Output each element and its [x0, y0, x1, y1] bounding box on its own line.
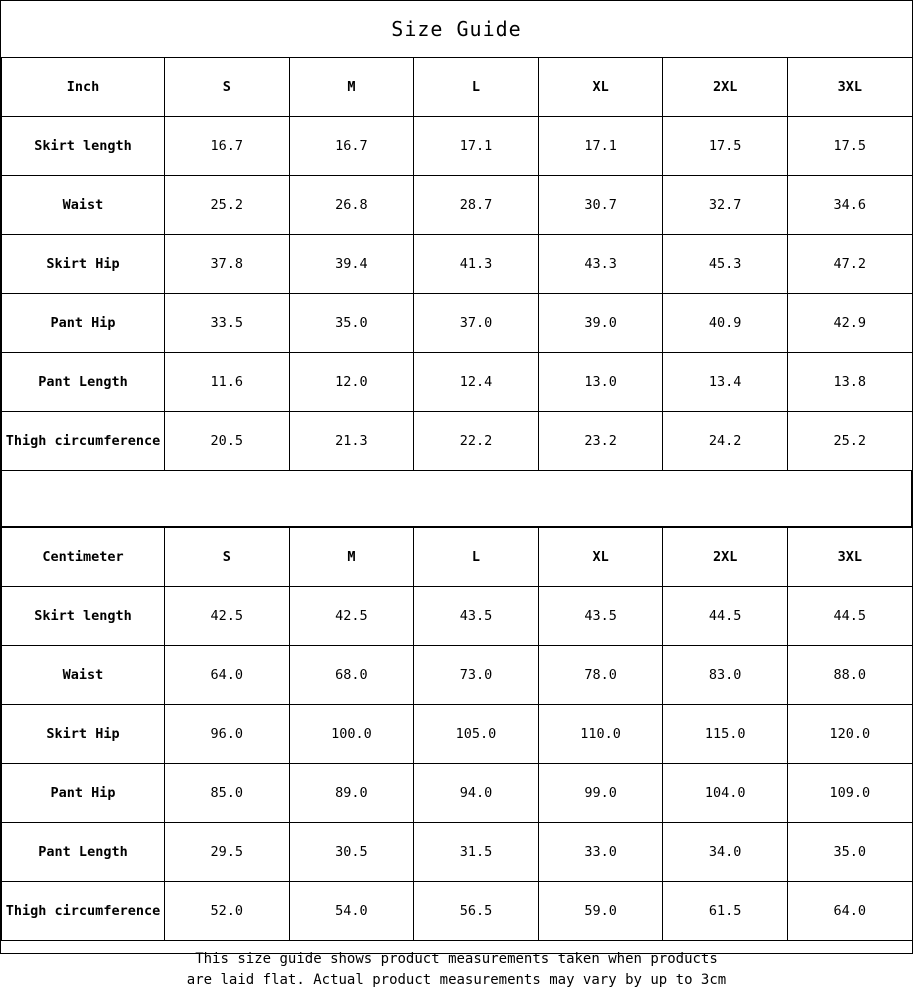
table-row — [2, 646, 913, 705]
size-table-centimeter — [1, 527, 913, 941]
cell-value: 25.2 — [787, 412, 912, 471]
cell-value: 12.4 — [414, 353, 539, 412]
unit-label-inch: Inch — [2, 58, 165, 117]
cell-value: 109.0 — [787, 764, 912, 823]
table-row — [2, 235, 913, 294]
size-header-m: M — [289, 58, 414, 117]
cell-value: 35.0 — [289, 294, 414, 353]
cell-value: 85.0 — [165, 764, 290, 823]
cell-value: 17.1 — [538, 117, 663, 176]
cell-value: 16.7 — [165, 117, 290, 176]
cell-value: 24.2 — [663, 412, 788, 471]
cell-value: 44.5 — [663, 587, 788, 646]
cell-value: 37.8 — [165, 235, 290, 294]
cell-value: 42.5 — [289, 587, 414, 646]
cell-value: 64.0 — [787, 882, 912, 941]
cell-value: 13.0 — [538, 353, 663, 412]
size-header-2xl: 2XL — [663, 528, 788, 587]
page-title: Size Guide — [391, 17, 522, 41]
table-row — [2, 353, 913, 412]
unit-label-centimeter: Centimeter — [2, 528, 165, 587]
cell-value: 61.5 — [663, 882, 788, 941]
table-row — [2, 412, 913, 471]
cell-value: 42.9 — [787, 294, 912, 353]
cell-value: 17.5 — [787, 117, 912, 176]
cell-value: 96.0 — [165, 705, 290, 764]
cell-value: 56.5 — [414, 882, 539, 941]
cell-value: 78.0 — [538, 646, 663, 705]
cell-value: 83.0 — [663, 646, 788, 705]
row-label: Skirt length — [2, 587, 165, 646]
row-label: Thigh circumference — [2, 412, 165, 471]
cell-value: 88.0 — [787, 646, 912, 705]
cell-value: 94.0 — [414, 764, 539, 823]
cell-value: 33.0 — [538, 823, 663, 882]
size-header-m: M — [289, 528, 414, 587]
cell-value: 47.2 — [787, 235, 912, 294]
cell-value: 73.0 — [414, 646, 539, 705]
row-label: Pant Hip — [2, 764, 165, 823]
cell-value: 43.5 — [414, 587, 539, 646]
cell-value: 40.9 — [663, 294, 788, 353]
size-header-l: L — [414, 58, 539, 117]
cell-value: 45.3 — [663, 235, 788, 294]
row-label: Pant Length — [2, 823, 165, 882]
cell-value: 31.5 — [414, 823, 539, 882]
size-header-s: S — [165, 58, 290, 117]
row-label: Skirt Hip — [2, 235, 165, 294]
cell-value: 64.0 — [165, 646, 290, 705]
size-header-l: L — [414, 528, 539, 587]
cell-value: 26.8 — [289, 176, 414, 235]
cell-value: 17.1 — [414, 117, 539, 176]
cell-value: 100.0 — [289, 705, 414, 764]
row-label: Pant Length — [2, 353, 165, 412]
table-row — [2, 294, 913, 353]
cell-value: 13.8 — [787, 353, 912, 412]
cell-value: 20.5 — [165, 412, 290, 471]
cell-value: 34.6 — [787, 176, 912, 235]
size-header-xl: XL — [538, 58, 663, 117]
table-row — [2, 176, 913, 235]
cell-value: 23.2 — [538, 412, 663, 471]
cell-value: 37.0 — [414, 294, 539, 353]
table-separator — [1, 471, 912, 527]
cell-value: 12.0 — [289, 353, 414, 412]
cell-value: 42.5 — [165, 587, 290, 646]
cell-value: 52.0 — [165, 882, 290, 941]
cell-value: 99.0 — [538, 764, 663, 823]
size-header-3xl: 3XL — [787, 528, 912, 587]
cell-value: 115.0 — [663, 705, 788, 764]
table-row — [2, 823, 913, 882]
cell-value: 54.0 — [289, 882, 414, 941]
cell-value: 44.5 — [787, 587, 912, 646]
cell-value: 39.0 — [538, 294, 663, 353]
cell-value: 22.2 — [414, 412, 539, 471]
table-row — [2, 117, 913, 176]
cell-value: 30.5 — [289, 823, 414, 882]
cell-value: 68.0 — [289, 646, 414, 705]
cell-value: 105.0 — [414, 705, 539, 764]
cell-value: 21.3 — [289, 412, 414, 471]
cell-value: 17.5 — [663, 117, 788, 176]
footer-line-2: are laid flat. Actual product measurements may vary by up to 3cm — [186, 972, 727, 988]
table-row — [2, 705, 913, 764]
size-header-xl: XL — [538, 528, 663, 587]
cell-value: 120.0 — [787, 705, 912, 764]
cell-value: 30.7 — [538, 176, 663, 235]
table-header-row — [2, 58, 913, 117]
table-header-row — [2, 528, 913, 587]
cell-value: 59.0 — [538, 882, 663, 941]
row-label: Waist — [2, 176, 165, 235]
cell-value: 110.0 — [538, 705, 663, 764]
cell-value: 13.4 — [663, 353, 788, 412]
row-label: Waist — [2, 646, 165, 705]
cell-value: 43.3 — [538, 235, 663, 294]
table-row — [2, 764, 913, 823]
cell-value: 104.0 — [663, 764, 788, 823]
cell-value: 39.4 — [289, 235, 414, 294]
table-row — [2, 587, 913, 646]
cell-value: 16.7 — [289, 117, 414, 176]
row-label: Skirt length — [2, 117, 165, 176]
cell-value: 89.0 — [289, 764, 414, 823]
size-header-2xl: 2XL — [663, 58, 788, 117]
row-label: Thigh circumference — [2, 882, 165, 941]
cell-value: 25.2 — [165, 176, 290, 235]
size-header-s: S — [165, 528, 290, 587]
cell-value: 32.7 — [663, 176, 788, 235]
footer-line-1: This size guide shows product measurements taken when products — [195, 951, 718, 967]
cell-value: 43.5 — [538, 587, 663, 646]
size-table-inch — [1, 57, 913, 471]
cell-value: 35.0 — [787, 823, 912, 882]
table-row — [2, 882, 913, 941]
row-label: Skirt Hip — [2, 705, 165, 764]
cell-value: 34.0 — [663, 823, 788, 882]
cell-value: 28.7 — [414, 176, 539, 235]
cell-value: 41.3 — [414, 235, 539, 294]
cell-value: 11.6 — [165, 353, 290, 412]
cell-value: 29.5 — [165, 823, 290, 882]
footer-note — [1, 941, 912, 991]
size-header-3xl: 3XL — [787, 58, 912, 117]
cell-value: 33.5 — [165, 294, 290, 353]
row-label: Pant Hip — [2, 294, 165, 353]
